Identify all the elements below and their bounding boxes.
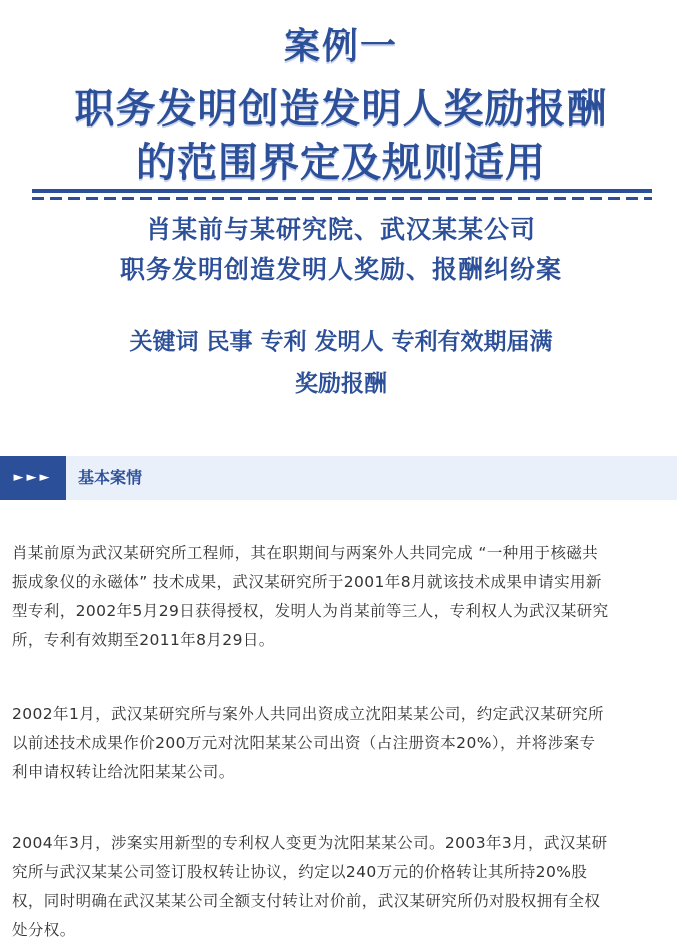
paragraph-line: 权，同时明确在武汉某某公司全额支付转让对价前，武汉某研究所仍对股权拥有全权 xyxy=(12,892,601,910)
subtitle-line-2: 职务发明创造发明人奖励、报酬纠纷案 xyxy=(119,255,562,284)
paragraph-line: 肖某前原为武汉某研究所工程师，其在职期间与两案外人共同完成 “一种用于核磁共 xyxy=(12,544,599,562)
divider-solid xyxy=(32,189,652,193)
paragraph-line: 究所与武汉某某公司签订股权转让协议，约定以240万元的价格转让其所持20%股 xyxy=(12,863,588,881)
paragraph-line: 型专利，2002年5月29日获得授权，发明人为肖某前等三人，专利权人为武汉某研究 xyxy=(12,602,609,620)
paragraph-line: 处分权。 xyxy=(12,921,76,939)
paragraph-line: 2002年1月，武汉某研究所与案外人共同出资成立沈阳某某公司，约定武汉某研究所 xyxy=(12,705,604,723)
paragraph-line: 以前述技术成果作价200万元对沈阳某某公司出资（占注册资本20%），并将涉案专 xyxy=(12,734,596,752)
paragraph-1 xyxy=(12,539,672,655)
title-line-1: 职务发明创造发明人奖励报酬 xyxy=(74,86,608,132)
case-label: 案例一 xyxy=(283,26,398,67)
section-title: 基本案情 xyxy=(78,468,143,487)
paragraph-2 xyxy=(12,700,672,787)
header-banner xyxy=(0,0,682,400)
paragraph-line: 2004年3月，涉案实用新型的专利权人变更为沈阳某某公司。2003年3月，武汉某研 xyxy=(12,834,608,852)
paragraph-line: 振成象仪的永磁体” 技术成果，武汉某研究所于2001年8月就该技术成果申请实用新 xyxy=(12,573,602,591)
section-header-basic-facts xyxy=(0,456,677,500)
keywords-line-2: 奖励报酬 xyxy=(295,371,387,397)
paragraph-line: 所，专利有效期至2011年8月29日。 xyxy=(12,631,275,649)
triple-arrow-icon: ►►► xyxy=(0,456,66,500)
subtitle-line-1: 肖某前与某研究院、武汉某某公司 xyxy=(145,215,536,244)
divider-dashed xyxy=(32,197,652,200)
paragraph-line: 利申请权转让给沈阳某某公司。 xyxy=(12,763,235,781)
paragraph-3 xyxy=(12,829,672,945)
keywords-line-1: 关键词 民事 专利 发明人 专利有效期届满 xyxy=(129,329,553,355)
title-line-2: 的范围界定及规则适用 xyxy=(136,140,546,186)
